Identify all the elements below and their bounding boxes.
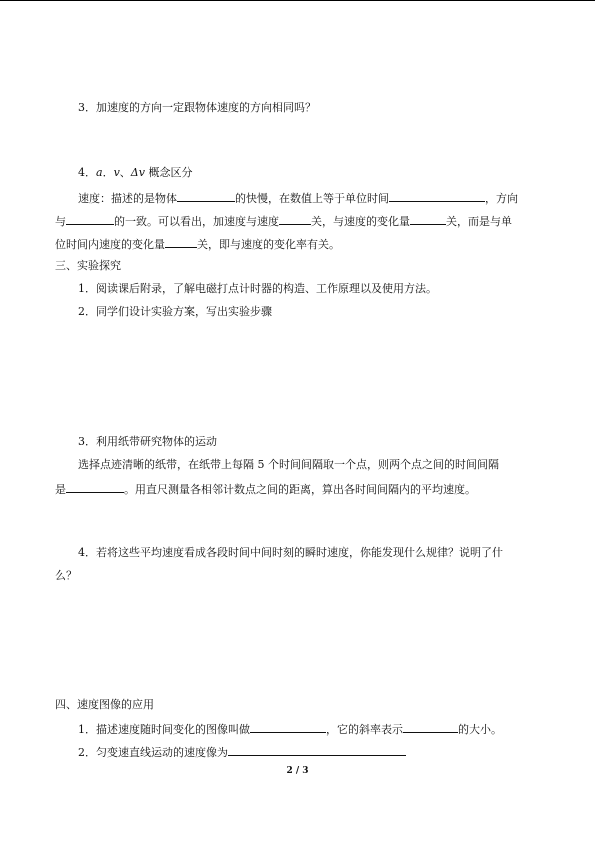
q4-dv: Δv [130, 166, 145, 179]
question-3: 3．加速度的方向一定跟物体速度的方向相同吗？ [78, 101, 316, 114]
text: 关，而是与单 [446, 215, 512, 228]
section-4-item-2 [78, 743, 406, 761]
question-4-heading [78, 165, 192, 181]
section-3-item-4-line2: 么？ [55, 569, 77, 582]
section-4-item-1 [78, 720, 502, 738]
text: 速度：描述的是物体 [78, 192, 177, 205]
fill-blank[interactable] [66, 212, 114, 225]
text: 。用直尺测量各相邻计数点之间的距离，算出各时间间隔内的平均速度。 [124, 483, 476, 496]
fill-blank[interactable] [250, 720, 326, 733]
fill-blank[interactable] [389, 189, 485, 202]
top-rule [0, 0, 595, 1]
q4-sep1: ． [102, 166, 114, 179]
para1-line3 [55, 235, 340, 253]
q4-prefix: 4． [78, 166, 96, 179]
q4-v: v [113, 166, 120, 179]
fill-blank[interactable] [403, 720, 458, 733]
text: 与 [55, 215, 66, 228]
text: 的大小。 [458, 723, 502, 736]
q4-a: a [96, 166, 103, 179]
fill-blank[interactable] [177, 189, 235, 202]
q4-sep2: 、 [119, 166, 131, 179]
text: 关，即与速度的变化率有关。 [197, 238, 340, 251]
para1-line2 [55, 212, 512, 230]
section-3-para-line1: 选择点迹清晰的纸带，在纸带上每隔 5 个时间间隔取一个点，则两个点之间的时间间隔 [78, 458, 499, 471]
fill-blank[interactable] [410, 212, 446, 225]
para1-line1 [78, 189, 518, 207]
fill-blank[interactable] [165, 235, 197, 248]
section-3-title: 三、实验探究 [55, 259, 121, 272]
text: ，它的斜率表示 [326, 723, 403, 736]
section-3-item-1: 1．阅读课后附录，了解电磁打点计时器的构造、工作原理以及使用方法。 [78, 282, 437, 295]
page-number: 2 / 3 [286, 766, 309, 776]
text: 的一致。可以看出，加速度与速度 [114, 215, 279, 228]
text: 1．描述速度随时间变化的图像叫做 [78, 723, 250, 736]
text: 是 [55, 483, 66, 496]
text: 的快慢，在数值上等于单位时间 [235, 192, 389, 205]
fill-blank[interactable] [228, 743, 406, 756]
text: 位时间内速度的变化量 [55, 238, 165, 251]
text: 2．匀变速直线运动的速度像为 [78, 746, 228, 759]
section-3-item-2: 2．同学们设计实验方案，写出实验步骤 [78, 305, 272, 318]
section-3-item-3: 3．利用纸带研究物体的运动 [78, 435, 217, 448]
text: 关，与速度的变化量 [311, 215, 410, 228]
section-3-item-4-line1: 4．若将这些平均速度看成各段时间中间时刻的瞬时速度，你能发现什么规律？说明了什 [78, 546, 503, 559]
section-4-title: 四、速度图像的应用 [55, 698, 154, 711]
text: ，方向 [485, 192, 518, 205]
section-3-para-line2 [55, 480, 476, 498]
q4-suffix: 概念区分 [144, 166, 193, 179]
fill-blank[interactable] [66, 480, 124, 493]
fill-blank[interactable] [279, 212, 311, 225]
